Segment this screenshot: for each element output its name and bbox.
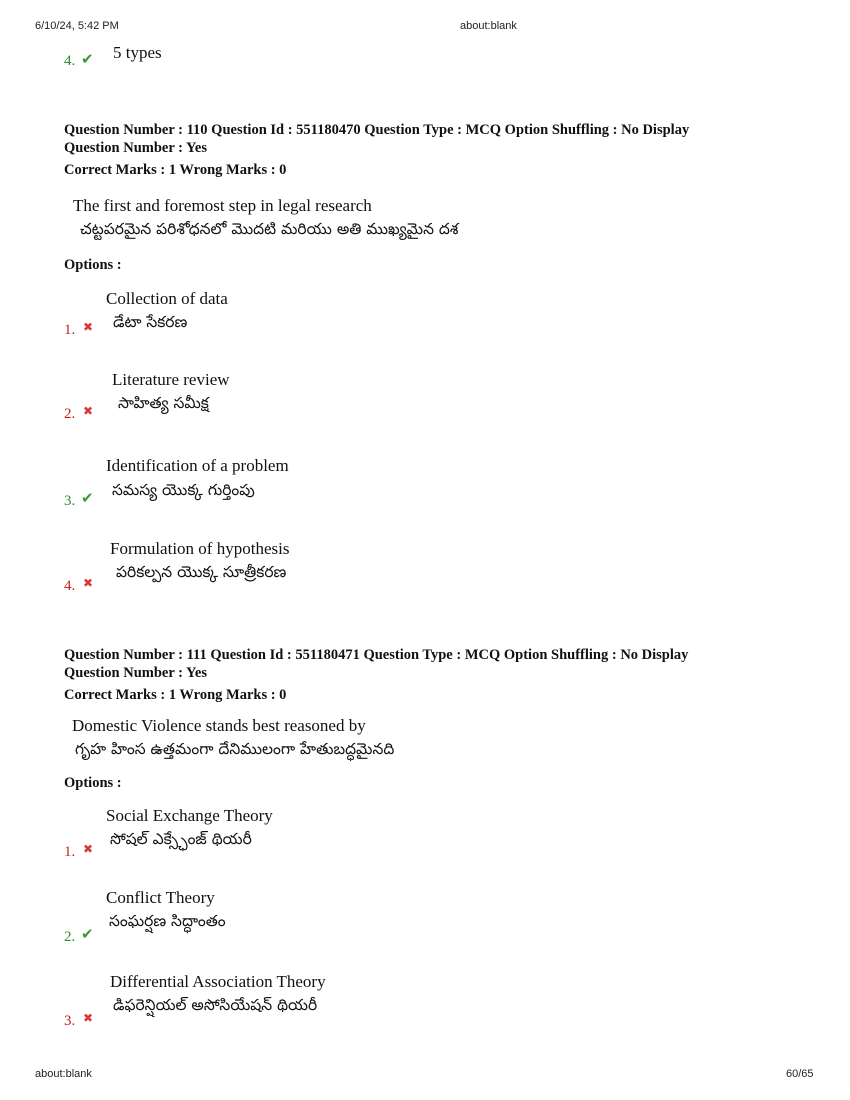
option-number: 2. (64, 406, 76, 422)
option-number: 3. (64, 1013, 76, 1029)
option-number: 1. (64, 844, 76, 860)
option-text-en: Conflict Theory (106, 888, 215, 907)
question-text-en: Domestic Violence stands best reasoned by (72, 716, 366, 735)
option-text-en: Formulation of hypothesis (110, 539, 290, 558)
option-number: 1. (64, 322, 76, 338)
option-text-te: సోషల్ ఎక్స్ఛేంజ్ థియరీ (110, 830, 252, 848)
option-number: 4. (64, 578, 76, 594)
option-number: 2. (64, 929, 76, 945)
option-text-te: పరికల్పన యొక్క సూత్రీకరణ (116, 563, 287, 581)
cross-icon: ✖ (83, 576, 94, 590)
option-text-en: 5 types (113, 43, 162, 62)
print-url: about:blank (460, 20, 517, 32)
check-icon: ✔ (81, 489, 94, 507)
page-number: 60/65 (786, 1068, 814, 1080)
option-text-en: Social Exchange Theory (106, 806, 273, 825)
question-marks: Correct Marks : 1 Wrong Marks : 0 (64, 162, 287, 178)
options-label: Options : (64, 257, 122, 273)
question-text-te: గృహ హింస ఉత్తమంగా దేనిములంగా హేతుబద్ధమైనది (75, 740, 395, 758)
print-datetime: 6/10/24, 5:42 PM (35, 20, 119, 32)
option-text-te: డేటా సేకరణ (113, 313, 188, 331)
options-label: Options : (64, 775, 122, 791)
question-meta-cont: Question Number : Yes (64, 140, 207, 156)
question-text-te: చట్టపరమైన పరిశోధనలో మొదటి మరియు అతి ముఖ్యమైన దశ (80, 220, 459, 238)
footer-url: about:blank (35, 1068, 92, 1080)
question-meta-cont: Question Number : Yes (64, 665, 207, 681)
option-text-en: Identification of a problem (106, 456, 289, 475)
option-number: 3. (64, 493, 76, 509)
option-text-te: సాహిత్య సమీక్ష (118, 394, 209, 412)
question-meta: Question Number : 110 Question Id : 551180470 Question Type : MCQ Option Shuffling : No Display (64, 122, 690, 138)
cross-icon: ✖ (83, 1011, 94, 1025)
cross-icon: ✖ (83, 404, 94, 418)
option-text-te: సంఘర్షణ సిద్ధాంతం (109, 912, 226, 930)
option-text-te: డిఫరెన్షియల్ అసోసియేషన్ థియరీ (113, 996, 318, 1014)
option-text-en: Literature review (112, 370, 230, 389)
cross-icon: ✖ (83, 320, 94, 334)
option-text-en: Collection of data (106, 289, 228, 308)
question-meta: Question Number : 111 Question Id : 551180471 Question Type : MCQ Option Shuffling : No Display (64, 647, 689, 663)
check-icon: ✔ (81, 925, 94, 943)
cross-icon: ✖ (83, 842, 94, 856)
question-text-en: The first and foremost step in legal research (73, 196, 372, 215)
check-icon: ✔ (81, 50, 94, 68)
option-number: 4. (64, 53, 76, 69)
question-marks: Correct Marks : 1 Wrong Marks : 0 (64, 687, 287, 703)
option-text-te: సమస్య యొక్క గుర్తింపు (112, 481, 255, 499)
option-text-en: Differential Association Theory (110, 972, 326, 991)
